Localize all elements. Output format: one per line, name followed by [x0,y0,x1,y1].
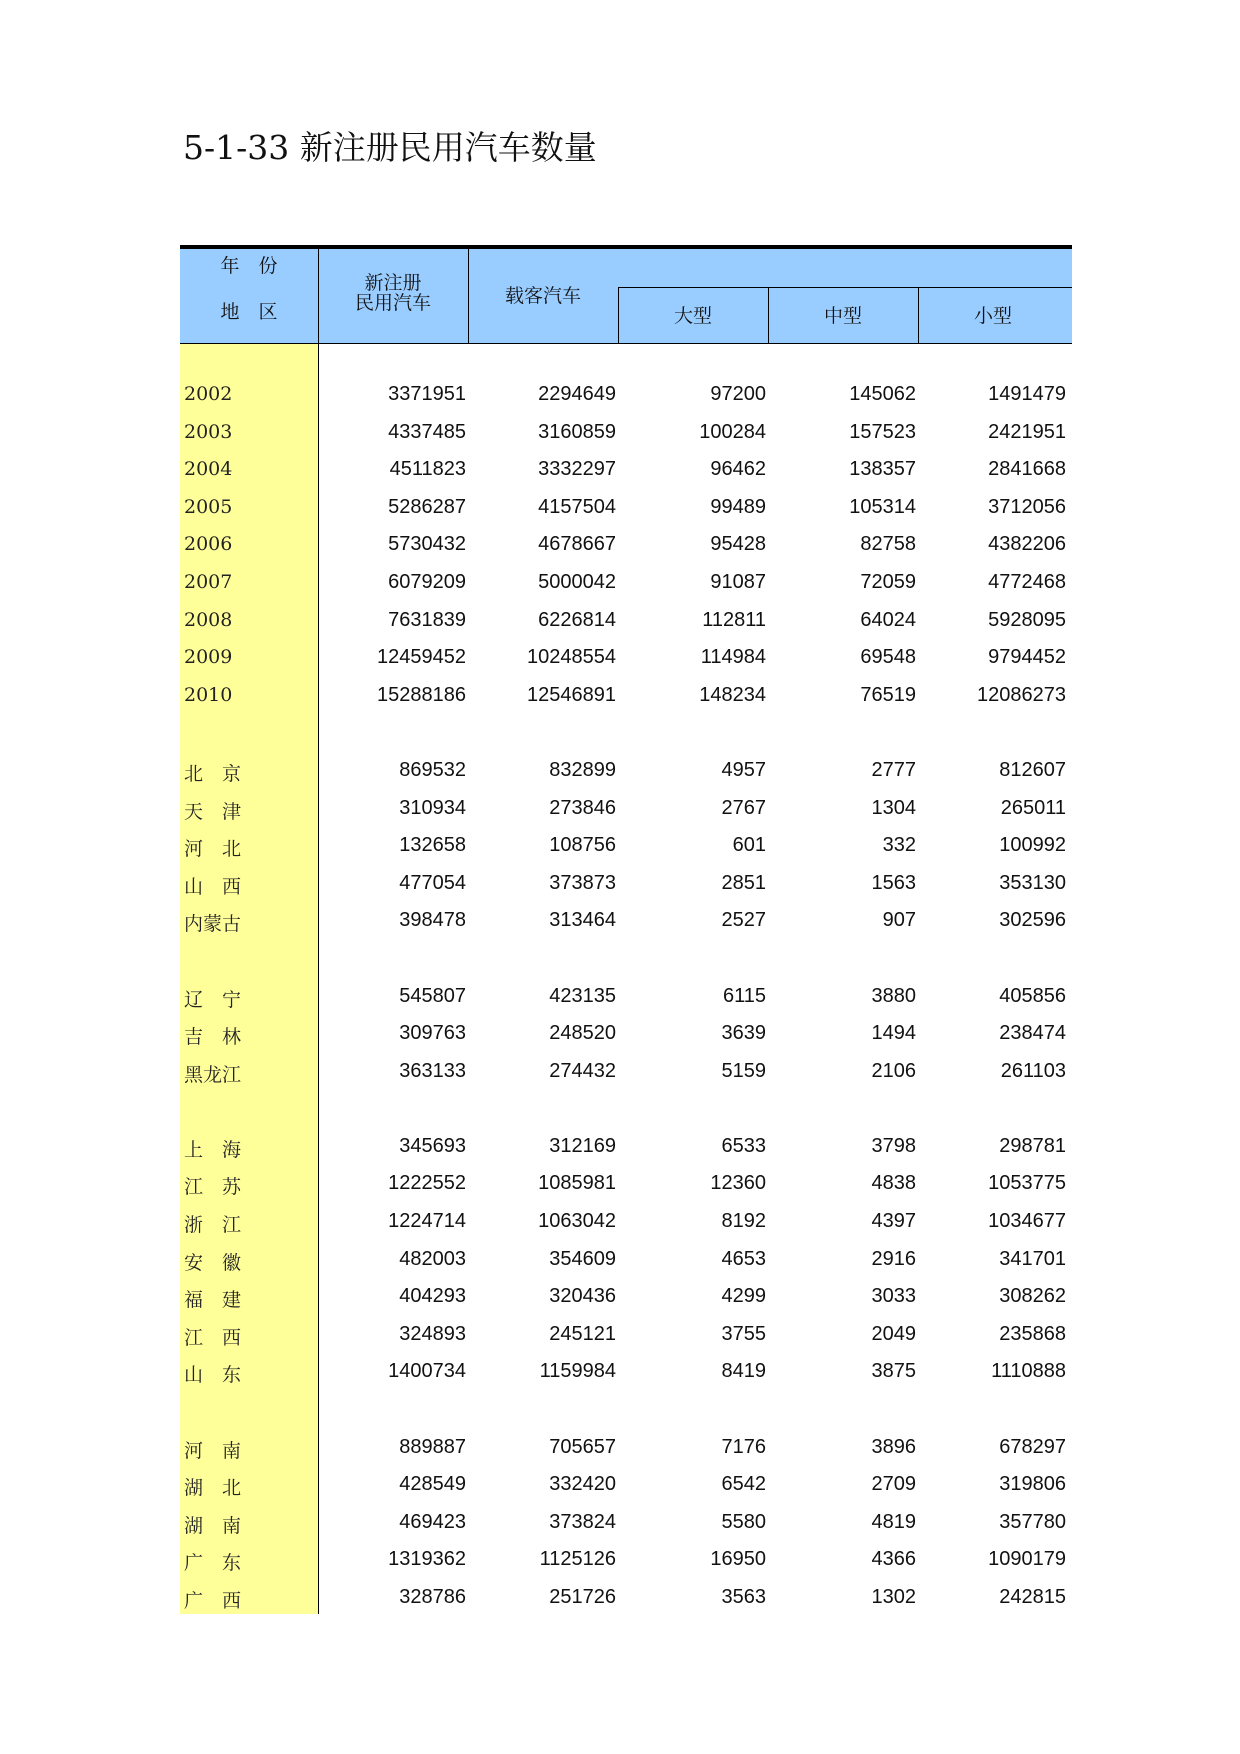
table-cell: 1563 [871,871,916,894]
table-row [180,1204,1072,1242]
table-cell: 469423 [399,1510,466,1533]
header-medium: 中型 [823,305,862,327]
table-cell: 4678667 [538,533,616,556]
table-row [180,1054,1072,1092]
table-cell: 1494 [871,1022,916,1045]
table-cell: 832899 [549,758,616,781]
row-label: 江 西 [184,1326,242,1349]
table-row [180,1317,1072,1355]
row-label: 上 海 [184,1138,242,1161]
header-passenger-vehicles: 载客汽车 [504,285,581,307]
table-cell: 4337485 [388,420,466,443]
table-cell: 324893 [399,1322,466,1345]
table-cell: 328786 [399,1586,466,1608]
table-cell: 8419 [721,1360,766,1383]
row-label: 2008 [184,608,233,631]
table-cell: 97200 [710,383,766,405]
table-cell: 108756 [549,834,616,857]
table-header [180,249,1072,344]
table-cell: 889887 [399,1435,466,1458]
table-row [180,1542,1072,1580]
table-cell: 1110888 [991,1360,1066,1383]
table-row [180,1016,1072,1054]
header-new-registered-line1: 新注册 [364,272,422,294]
table-cell: 353130 [999,871,1066,894]
table-cell: 7631839 [388,608,466,631]
table-cell: 91087 [710,570,766,593]
group-spacer [180,715,1072,753]
table-cell: 332 [882,834,916,857]
table-cell: 320436 [549,1285,616,1308]
table-row [180,1580,1072,1618]
table-cell: 261103 [1000,1059,1066,1082]
table-cell: 5000042 [538,570,616,593]
table-cell: 273846 [549,796,616,819]
table-cell: 265011 [1000,796,1066,819]
table-cell: 3371951 [388,383,466,405]
table-cell: 363133 [399,1059,466,1082]
table-cell: 6079209 [388,570,466,593]
table-row [180,791,1072,829]
table-cell: 601 [732,834,766,857]
table-cell: 309763 [399,1022,466,1045]
table-cell: 1224714 [388,1210,466,1233]
table-cell: 3033 [871,1285,916,1308]
table-cell: 1222552 [388,1172,466,1195]
table-row [180,1467,1072,1505]
table-cell: 242815 [999,1586,1066,1608]
table-cell: 332420 [549,1473,616,1496]
table-cell: 341701 [999,1247,1066,1270]
row-label: 辽 宁 [184,988,242,1011]
table-cell: 274432 [549,1059,616,1082]
table-cell: 4397 [871,1210,916,1233]
table-cell: 3160859 [538,420,616,443]
table-row [180,640,1072,678]
table-cell: 16950 [710,1548,766,1571]
table-row [180,565,1072,603]
table-row [180,678,1072,716]
table-cell: 2767 [721,796,766,819]
row-label: 2007 [184,570,233,593]
table-cell: 3798 [871,1134,916,1157]
table-cell: 1063042 [538,1210,616,1233]
table-cell: 4157504 [538,495,616,518]
table-cell: 373873 [549,871,616,894]
table-cell: 298781 [999,1134,1066,1157]
row-label: 天 津 [184,800,242,823]
table-cell: 354609 [549,1247,616,1270]
table-cell: 4299 [721,1285,766,1308]
table-cell: 9794452 [988,646,1066,669]
table-cell: 64024 [860,608,916,631]
table-cell: 4772468 [988,570,1066,593]
table-cell: 545807 [399,984,466,1007]
table-cell: 6115 [722,984,766,1007]
table-row [180,490,1072,528]
table-cell: 5159 [721,1059,766,1082]
table-cell: 678297 [999,1435,1066,1458]
table-cell: 1085981 [538,1172,616,1195]
row-label: 2002 [184,383,233,405]
table-cell: 4838 [871,1172,916,1195]
table-cell: 1034677 [988,1210,1066,1233]
table-cell: 319806 [999,1473,1066,1496]
table-cell: 138357 [849,458,916,481]
table-cell: 12459452 [377,646,466,669]
table-cell: 132658 [399,834,466,857]
table-cell: 869532 [399,758,466,781]
table-cell: 69548 [860,646,916,669]
table-cell: 345693 [399,1134,466,1157]
table-cell: 12086273 [977,683,1066,706]
table-cell: 10248554 [527,646,616,669]
table-cell: 99489 [710,495,766,518]
table-cell: 398478 [399,909,466,932]
table-cell: 3712056 [988,495,1066,518]
group-spacer [180,1392,1072,1430]
table-row [180,1505,1072,1543]
row-label: 山 东 [184,1364,242,1387]
table-cell: 100284 [699,420,766,443]
table-cell: 313464 [549,909,616,932]
page-title: 5-1-33 新注册民用汽车数量 [183,128,597,167]
table-cell: 1304 [871,796,916,819]
table-cell: 248520 [549,1022,616,1045]
table-cell: 4382206 [988,533,1066,556]
header-small: 小型 [973,305,1012,327]
table-cell: 1491479 [988,383,1066,405]
table-cell: 2777 [871,758,916,781]
table-cell: 6226814 [538,608,616,631]
table-cell: 2709 [871,1473,916,1496]
table-cell: 1090179 [988,1548,1066,1571]
table-cell: 2841668 [988,458,1066,481]
table-cell: 12360 [710,1172,766,1195]
row-label: 黑龙江 [184,1063,242,1086]
table-cell: 2049 [871,1322,916,1345]
table-cell: 423135 [549,984,616,1007]
table-cell: 705657 [549,1435,616,1458]
table-row [180,1279,1072,1317]
corner-year-label: 年 份 [220,255,278,277]
row-label: 2009 [184,646,233,669]
table-cell: 1319362 [388,1548,466,1571]
table-cell: 308262 [999,1285,1066,1308]
table-cell: 3332297 [538,458,616,481]
row-label: 2006 [184,533,233,556]
row-label: 2010 [184,683,233,706]
table-cell: 4957 [721,758,766,781]
table-cell: 76519 [860,683,916,706]
table-cell: 8192 [721,1210,766,1233]
group-spacer [180,1091,1072,1129]
table-row [180,866,1072,904]
table-cell: 310934 [399,796,466,819]
row-label: 湖 北 [184,1477,242,1500]
table-cell: 114984 [700,646,766,669]
table-cell: 373824 [549,1510,616,1533]
table-cell: 2294649 [538,383,616,405]
table-cell: 405856 [999,984,1066,1007]
table-cell: 5730432 [388,533,466,556]
table-cell: 3875 [871,1360,916,1383]
table-row [180,527,1072,565]
table-cell: 4819 [871,1510,916,1533]
table-cell: 1125126 [539,1548,616,1571]
group-spacer [180,941,1072,979]
table-row [180,377,1072,415]
table-row [180,828,1072,866]
row-label: 吉 林 [184,1026,242,1049]
table-cell: 357780 [999,1510,1066,1533]
table-cell: 4653 [721,1247,766,1270]
table-cell: 5928095 [988,608,1066,631]
row-label: 2005 [184,495,233,518]
table-row [180,979,1072,1017]
table-cell: 12546891 [527,683,616,706]
table-cell: 3755 [721,1322,766,1345]
table-cell: 2916 [871,1247,916,1270]
table-row [180,753,1072,791]
row-label: 河 南 [184,1439,242,1462]
table-cell: 4366 [871,1548,916,1571]
table-cell: 2527 [721,909,766,932]
table-cell: 95428 [710,533,766,556]
row-label: 内蒙古 [184,913,242,936]
table-cell: 15288186 [377,683,466,706]
table-row [180,1430,1072,1468]
table-row [180,415,1072,453]
table-cell: 2421951 [988,420,1066,443]
table-cell: 404293 [399,1285,466,1308]
row-label: 2004 [184,458,233,481]
table-cell: 145062 [849,383,916,405]
table-row [180,903,1072,941]
table-cell: 2851 [721,871,766,894]
table-cell: 1400734 [388,1360,466,1383]
table-cell: 1159984 [539,1360,616,1383]
table-cell: 96462 [710,458,766,481]
table-cell: 4511823 [389,458,466,481]
table-row [180,1129,1072,1167]
table-cell: 148234 [699,683,766,706]
table-cell: 3896 [871,1435,916,1458]
table-cell: 112811 [702,608,766,631]
table-row [180,1354,1072,1392]
table-body [180,377,1072,1618]
table-cell: 428549 [399,1473,466,1496]
table-row [180,603,1072,641]
table-cell: 477054 [399,871,466,894]
table-row [180,1166,1072,1204]
row-label: 广 东 [184,1552,242,1575]
table-row [180,452,1072,490]
table-cell: 1302 [871,1586,916,1608]
row-label: 江 苏 [184,1176,242,1199]
table-cell: 238474 [999,1022,1066,1045]
table-cell: 1053775 [988,1172,1066,1195]
corner-region-label: 地 区 [220,301,278,323]
row-label: 山 西 [184,875,242,898]
table-cell: 251726 [549,1586,616,1608]
table-cell: 3563 [721,1586,766,1608]
table-cell: 105314 [849,495,916,518]
table-cell: 3639 [721,1022,766,1045]
row-label: 河 北 [184,838,242,861]
row-label: 福 建 [184,1289,242,1312]
table-cell: 245121 [549,1322,616,1345]
table-cell: 6542 [721,1473,766,1496]
table-cell: 5580 [721,1510,766,1533]
header-new-registered-line2: 民用汽车 [354,292,431,314]
table-cell: 5286287 [388,495,466,518]
row-label: 湖 南 [184,1514,242,1537]
header-large: 大型 [673,305,712,327]
table-cell: 100992 [999,834,1066,857]
table-cell: 812607 [999,758,1066,781]
table-cell: 312169 [549,1134,616,1157]
row-label: 广 西 [184,1590,242,1612]
row-label: 2003 [184,420,233,443]
table-row [180,1242,1072,1280]
row-label: 安 徽 [184,1251,242,1274]
table-cell: 157523 [849,420,916,443]
table-cell: 72059 [860,570,916,593]
row-label: 浙 江 [184,1214,242,1237]
table-cell: 82758 [860,533,916,556]
table-cell: 482003 [399,1247,466,1270]
table-cell: 2106 [871,1059,916,1082]
table-cell: 907 [882,909,916,932]
row-label: 北 京 [184,762,242,785]
table-cell: 235868 [999,1322,1066,1345]
table-cell: 302596 [999,909,1066,932]
table-cell: 3880 [871,984,916,1007]
table-cell: 7176 [721,1435,766,1458]
table-cell: 6533 [721,1134,766,1157]
